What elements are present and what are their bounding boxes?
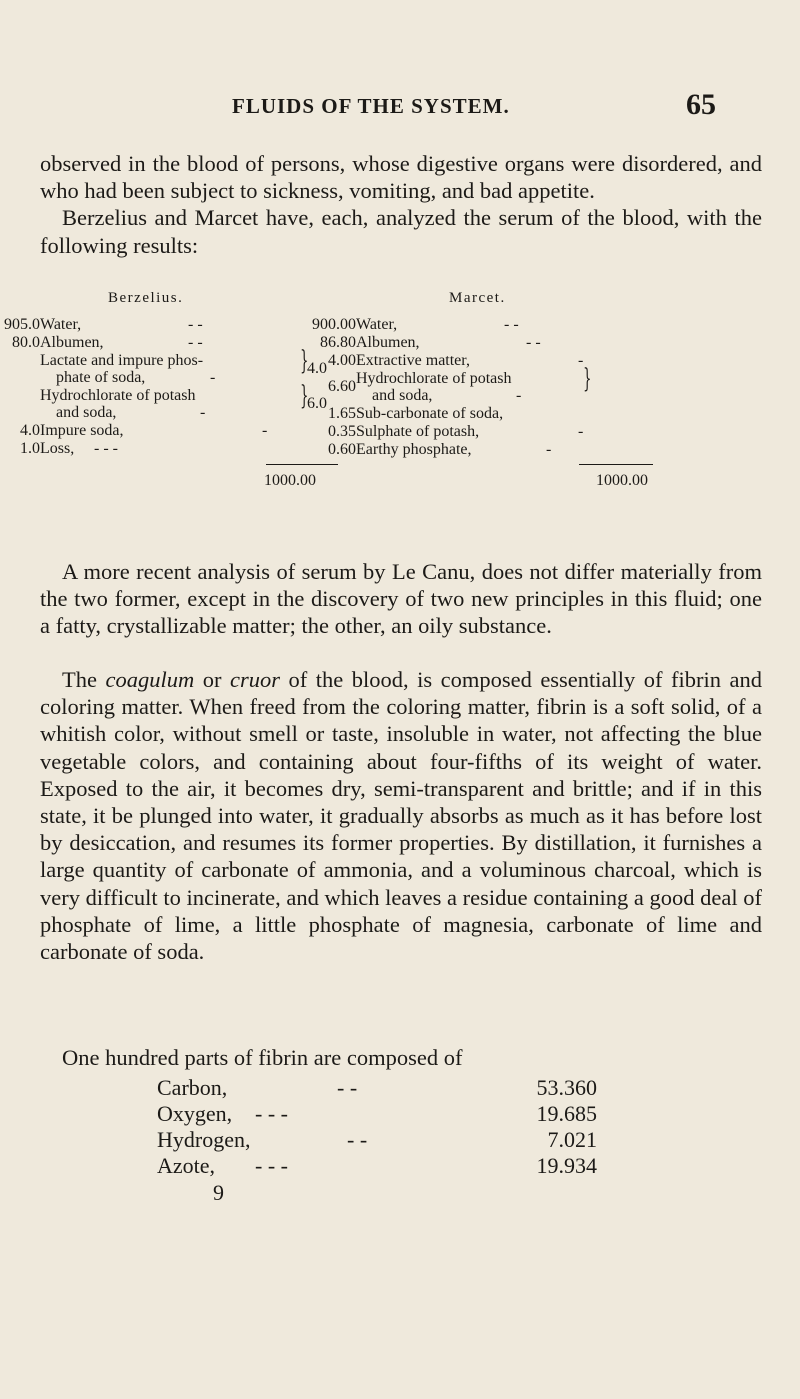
brace-glyph: }: [300, 381, 309, 411]
row-dashes: -: [578, 423, 584, 440]
paragraph-1b-text: Berzelius and Marcet have, each, analyzed the serum of the blood, with the following results:: [40, 205, 762, 258]
row-label: Azote,: [157, 1153, 216, 1178]
table-row: [157, 1127, 617, 1153]
term-coagulum: coagulum: [105, 667, 195, 692]
row-dashes: - -: [347, 1127, 368, 1152]
table-row: [157, 1075, 617, 1101]
row-label: Water,: [40, 316, 82, 333]
row-value: 905.0: [4, 316, 40, 333]
paragraph-1-text: observed in the blood of persons, whose digestive organs were disordered, and who had been subject to sickness, vomiting, and bad appetite.: [40, 151, 762, 204]
term-cruor: cruor: [229, 667, 280, 692]
row-dashes: -: [516, 387, 522, 404]
marcet-heading: Marcet.: [449, 290, 506, 306]
row-value: 6.60: [328, 378, 356, 395]
paragraph-2: [40, 558, 762, 640]
table-row: [157, 1153, 617, 1179]
row-label: Albumen,: [356, 334, 420, 351]
row-value: 19.685: [536, 1101, 597, 1126]
row-value: 80.0: [12, 334, 40, 351]
brace-glyph: }: [300, 346, 309, 376]
row-label: Hydrogen,: [157, 1127, 251, 1152]
row-label: Water,: [356, 316, 398, 333]
row-value: 4.0: [20, 422, 40, 439]
row-value: 7.021: [547, 1127, 597, 1152]
row-dashes: - -: [337, 1075, 358, 1100]
row-label: Lactate and impure phos-: [40, 352, 204, 369]
table-row: [157, 1101, 617, 1127]
brace-glyph: }: [583, 364, 592, 394]
total-value: 1000.00: [264, 472, 316, 489]
row-label: Oxygen,: [157, 1101, 233, 1126]
row-value: 53.360: [536, 1075, 597, 1100]
row-label-continued: and soda,: [372, 387, 433, 404]
running-title: FLUIDS OF THE SYSTEM.: [232, 94, 510, 118]
row-value: 6.0: [307, 395, 327, 412]
row-dashes: - -: [188, 316, 203, 333]
row-dashes: -: [546, 441, 552, 458]
paragraph-3: [40, 666, 762, 965]
row-dashes: - -: [526, 334, 541, 351]
berzelius-heading: Berzelius.: [108, 290, 184, 306]
total-rule: [266, 464, 338, 465]
paragraph-4-text: One hundred parts of fibrin are composed of: [62, 1045, 463, 1070]
total-value: 1000.00: [596, 472, 648, 489]
row-dashes: - - -: [94, 440, 118, 457]
row-label: Carbon,: [157, 1075, 228, 1100]
row-label: Sub-carbonate of soda,: [356, 405, 504, 422]
signature-mark: 9: [213, 1180, 224, 1205]
row-label-continued: phate of soda,: [56, 369, 146, 386]
row-label: Earthy phosphate,: [356, 441, 472, 458]
paragraph-4: [40, 1044, 762, 1071]
row-label: Impure soda,: [40, 422, 124, 439]
row-dashes: - -: [504, 316, 519, 333]
row-value: 19.934: [536, 1153, 597, 1178]
row-dashes: - -: [188, 334, 203, 351]
row-value: 4.00: [328, 352, 356, 369]
row-label: Albumen,: [40, 334, 104, 351]
row-label: Loss,: [40, 440, 75, 457]
row-value: 1.65: [328, 405, 356, 422]
paragraph-3-lead: The: [62, 667, 106, 692]
row-value: 1.0: [20, 440, 40, 457]
page-number: 65: [686, 88, 716, 121]
running-head: [0, 88, 800, 124]
row-dashes: -: [200, 404, 206, 421]
row-label: Hydrochlorate of potash: [356, 370, 512, 387]
row-label-continued: and soda,: [56, 404, 117, 421]
paragraph-1b: [40, 204, 762, 258]
row-label: Extractive matter,: [356, 352, 470, 369]
row-dashes: - - -: [255, 1153, 288, 1178]
row-label: Hydrochlorate of potash: [40, 387, 196, 404]
row-dashes: -: [210, 369, 216, 386]
row-label: Sulphate of potash,: [356, 423, 480, 440]
row-dashes: -: [578, 352, 584, 369]
total-rule: [579, 464, 653, 465]
row-value: 4.0: [307, 360, 327, 377]
row-dashes: - - -: [255, 1101, 288, 1126]
paragraph-3-text: of the blood, is composed essentially of fibrin and coloring matter. When freed from the coloring matter, fibrin is a soft solid, of a whitish color, without smell or taste, insoluble in water, not affecting the blue vegetable colors, and containing about four-fifths of its weight of water. Exposed to the air, it becomes dry, semi-transparent and brittle; and if in this state, it be plunged into water, it gradually absorbs as much as it has before lost by desiccation, and resumes its former properties. By distillation, it furnishes a large quantity of carbonate of ammonia, and a voluminous charcoal, which is very difficult to incinerate, and which leaves a residue containing a good deal of phosphate of lime, a little phosphate of magnesia, carbonate of lime and carbonate of soda.: [40, 667, 762, 965]
paragraph-2-text: A more recent analysis of serum by Le Canu, does not differ materially from the two former, except in the discovery of two new principles in this fluid; one a fatty, crystallizable matter; the other, an oily substance.: [40, 559, 762, 639]
paragraph-1: [40, 150, 762, 259]
paragraph-3-mid: or: [194, 667, 230, 692]
row-value: 900.00: [312, 316, 356, 333]
row-value: 86.80: [320, 334, 356, 351]
row-value: 0.35: [328, 423, 356, 440]
row-dashes: -: [262, 422, 268, 439]
row-value: 0.60: [328, 441, 356, 458]
